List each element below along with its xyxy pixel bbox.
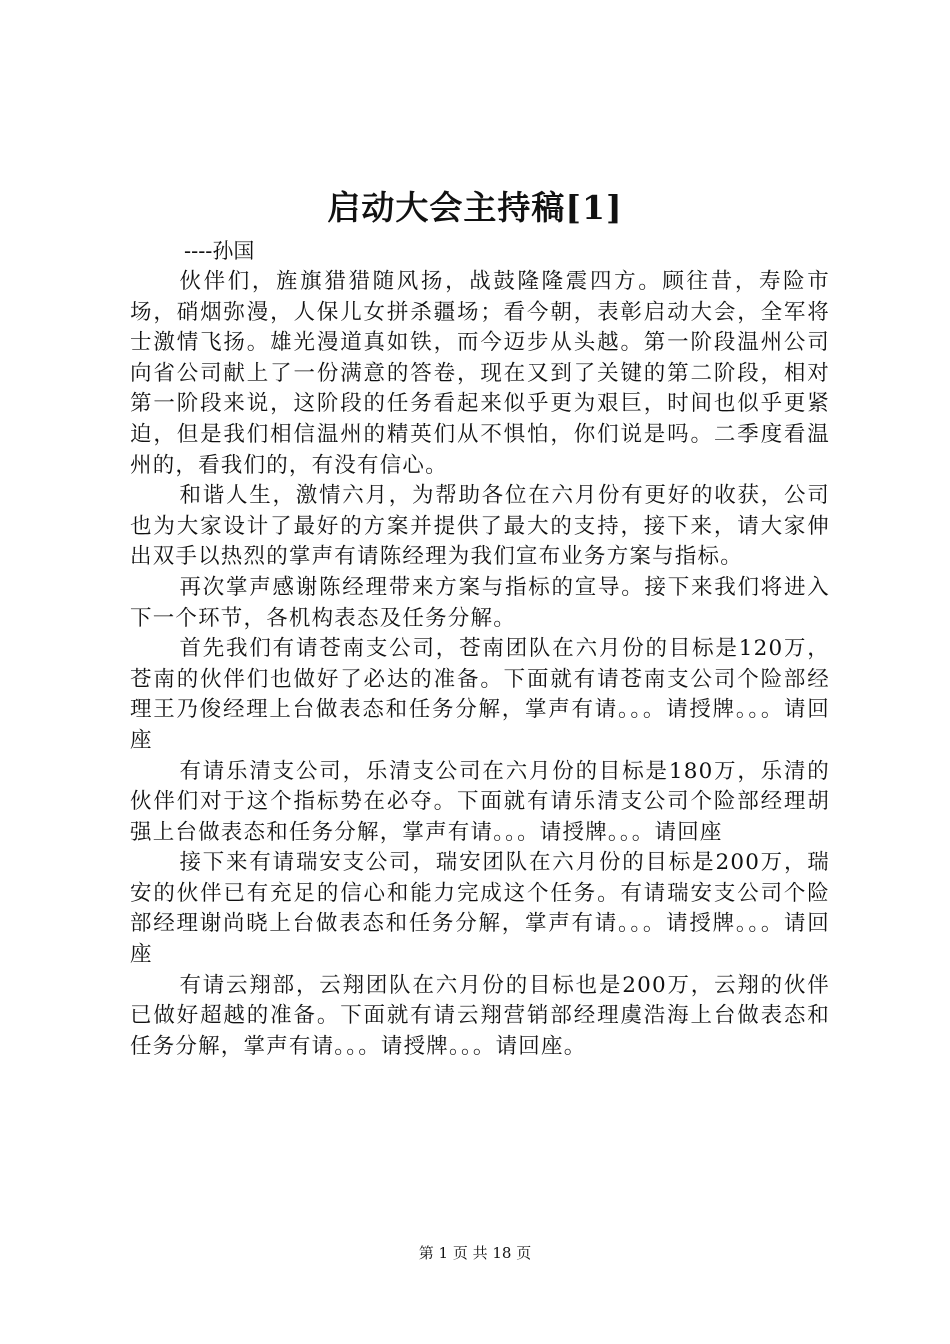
paragraph-1: 伙伴们，旌旗猎猎随风扬，战鼓隆隆震四方。顾往昔，寿险市场，硝烟弥漫，人保儿女拼杀疆场；看今朝，表彰启动大会，全军将士激情飞扬。雄光漫道真如铁，而今迈步从头越。第一阶段温州公司向省公司献上了一份满意的答卷，现在又到了关键的第二阶段，相对第一阶段来说，这阶段的任务看起来似乎更为艰巨，时间也似乎更紧迫，但是我们相信温州的精英们从不惧怕，你们说是吗。二季度看温州的，看我们的，有没有信心。	[130, 269, 830, 478]
document-body	[130, 267, 830, 1062]
page-number-footer: 第 1 页 共 18 页	[418, 1244, 532, 1262]
paragraph-4: 首先我们有请苍南支公司，苍南团队在六月份的目标是120万，苍南的伙伴们也做好了必达的准备。下面就有请苍南支公司个险部经理王乃俊经理上台做表态和任务分解，掌声有请。。。请授牌。。。请回座	[130, 636, 830, 753]
author-line: ----孙国	[184, 239, 255, 263]
paragraph-5: 有请乐清支公司，乐清支公司在六月份的目标是180万，乐清的伙伴们对于这个指标势在必夺。下面就有请乐清支公司个险部经理胡强上台做表态和任务分解，掌声有请。。。请授牌。。。请回座	[130, 758, 830, 845]
paragraph-2: 和谐人生，激情六月，为帮助各位在六月份有更好的收获，公司也为大家设计了最好的方案并提供了最大的支持，接下来，请大家伸出双手以热烈的掌声有请陈经理为我们宣布业务方案与指标。	[130, 483, 830, 570]
paragraph-6: 接下来有请瑞安支公司，瑞安团队在六月份的目标是200万，瑞安的伙伴已有充足的信心和能力完成这个任务。有请瑞安支公司个险部经理谢尚晓上台做表态和任务分解，掌声有请。。。请授牌。。。请回座	[130, 850, 830, 968]
paragraph-7: 有请云翔部，云翔团队在六月份的目标也是200万，云翔的伙伴已做好超越的准备。下面就有请云翔营销部经理虞浩海上台做表态和任务分解，掌声有请。。。请授牌。。。请回座。	[130, 972, 830, 1059]
paragraph-3: 再次掌声感谢陈经理带来方案与指标的宣导。接下来我们将进入下一个环节，各机构表态及任务分解。	[130, 574, 830, 631]
document-title: 启动大会主持稿[1]	[327, 188, 623, 227]
